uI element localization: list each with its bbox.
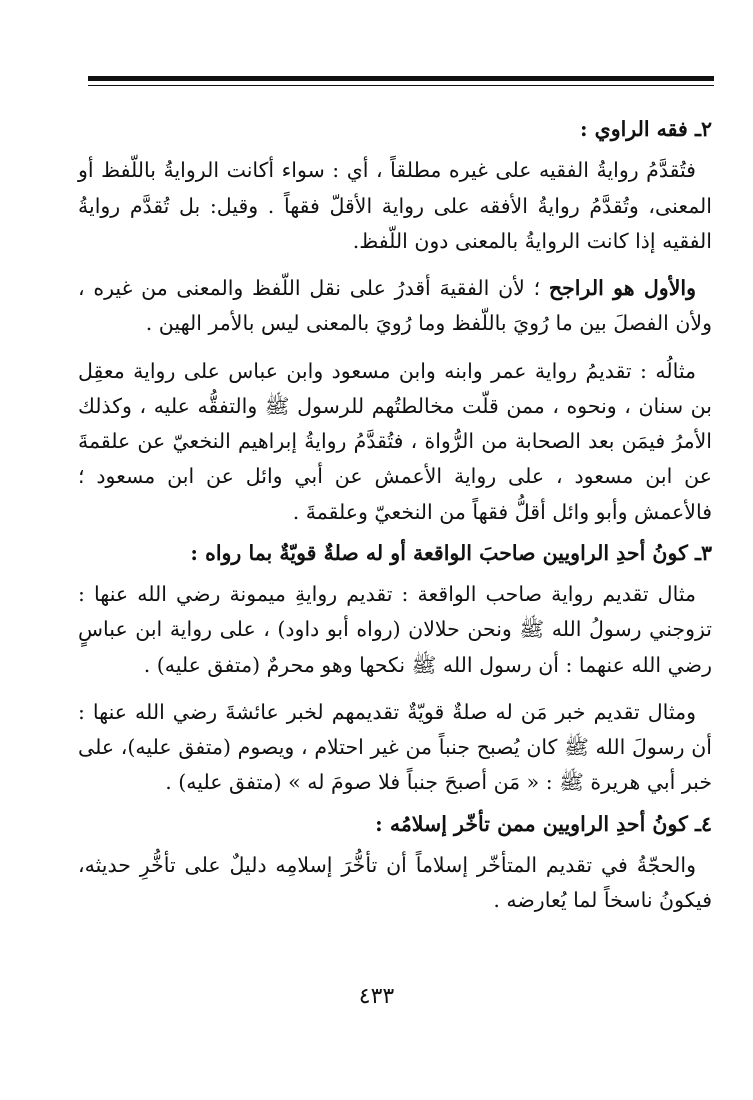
section-heading-4: ٤ـ كونُ أحدِ الراويين ممن تأخّر إسلامُه : — [375, 811, 712, 836]
header-rule-thick — [88, 76, 714, 81]
paragraph: مثال تقديم رواية صاحب الواقعة : تقديم روايةِ ميمونة رضي الله عنها : تزوجني رسولُ الله ﷺ ونحن حلالان (رواه أبو داود) ، على رواية ابن عباسٍ رضي الله عنهما : أن رسول الله ﷺ نكحها وهو محرمٌ (متفق عليه) . — [78, 582, 712, 677]
paragraph: مثالُه : تقديمُ رواية عمر وابنه وابن مسعود وابن عباس على رواية معقِل بن سنان ، ونحوه ، ممن قلّت مخالطتُهم للرسول ﷺ والتفقُّه عليه ، وكذلك الأمرُ فيمَن بعد الصحابة من الرُّواة ، فتُقدَّمُ روايةُ إبراهيم النخعيّ عن علقمةَ عن ابن مسعود ، على رواية الأعمش عن أبي وائل عن ابن مسعود ؛ فالأعمش وأبو وائل أقلُّ فقهاً من النخعيّ وعلقمةَ . — [78, 358, 712, 524]
paragraph: والحجّةُ في تقديم المتأخّر إسلاماً أن تأخُّرَ إسلامِه دليلٌ على تأخُّرِ حديثه، فيكونُ ناسخاً لما يُعارضه . — [78, 852, 712, 912]
page-body — [78, 110, 712, 924]
header-rule-thin — [88, 85, 714, 86]
paragraph: فتُقدَّمُ روايةُ الفقيه على غيره مطلقاً ، أي : سواء أكانت الروايةُ باللّفظ أو المعنى، وتُقدَّمُ روايةُ الأفقه على رواية الأقلّ فقهاً . وقيل: بل تُقدَّم روايةُ الفقيه إذا كانت الروايةُ بالمعنى دون اللّفظ. — [78, 158, 712, 253]
bold-phrase: والأول هو الراجح — [548, 276, 696, 300]
page-number: ٤٣٣ — [358, 984, 395, 1009]
paragraph: ومثال تقديم خبر مَن له صلةٌ قويّةٌ تقديمهم لخبر عائشةَ رضي الله عنها : أن رسولَ الله ﷺ كان يُصبح جنباً من غير احتلام ، ويصوم (متفق عليه)، على خبر أبي هريرة ﷺ : « مَن أصبحَ جنباً فلا صومَ له » (متفق عليه) . — [78, 699, 712, 795]
paragraph-text: ؛ لأن الفقيهَ أقدرُ على نقل اللّفظ والمعنى من غيره ، ولأن الفصلَ بين ما رُويَ باللّفظ وما رُويَ بالمعنى ليس بالأمر الهين . — [78, 276, 712, 336]
section-heading-2: ٢ـ فقه الراوي : — [579, 117, 712, 141]
paragraph — [78, 271, 712, 342]
section-heading-3: ٣ـ كونُ أحدِ الراويين صاحبَ الواقعة أو له صلةٌ قويّةٌ بما رواه : — [190, 540, 712, 565]
